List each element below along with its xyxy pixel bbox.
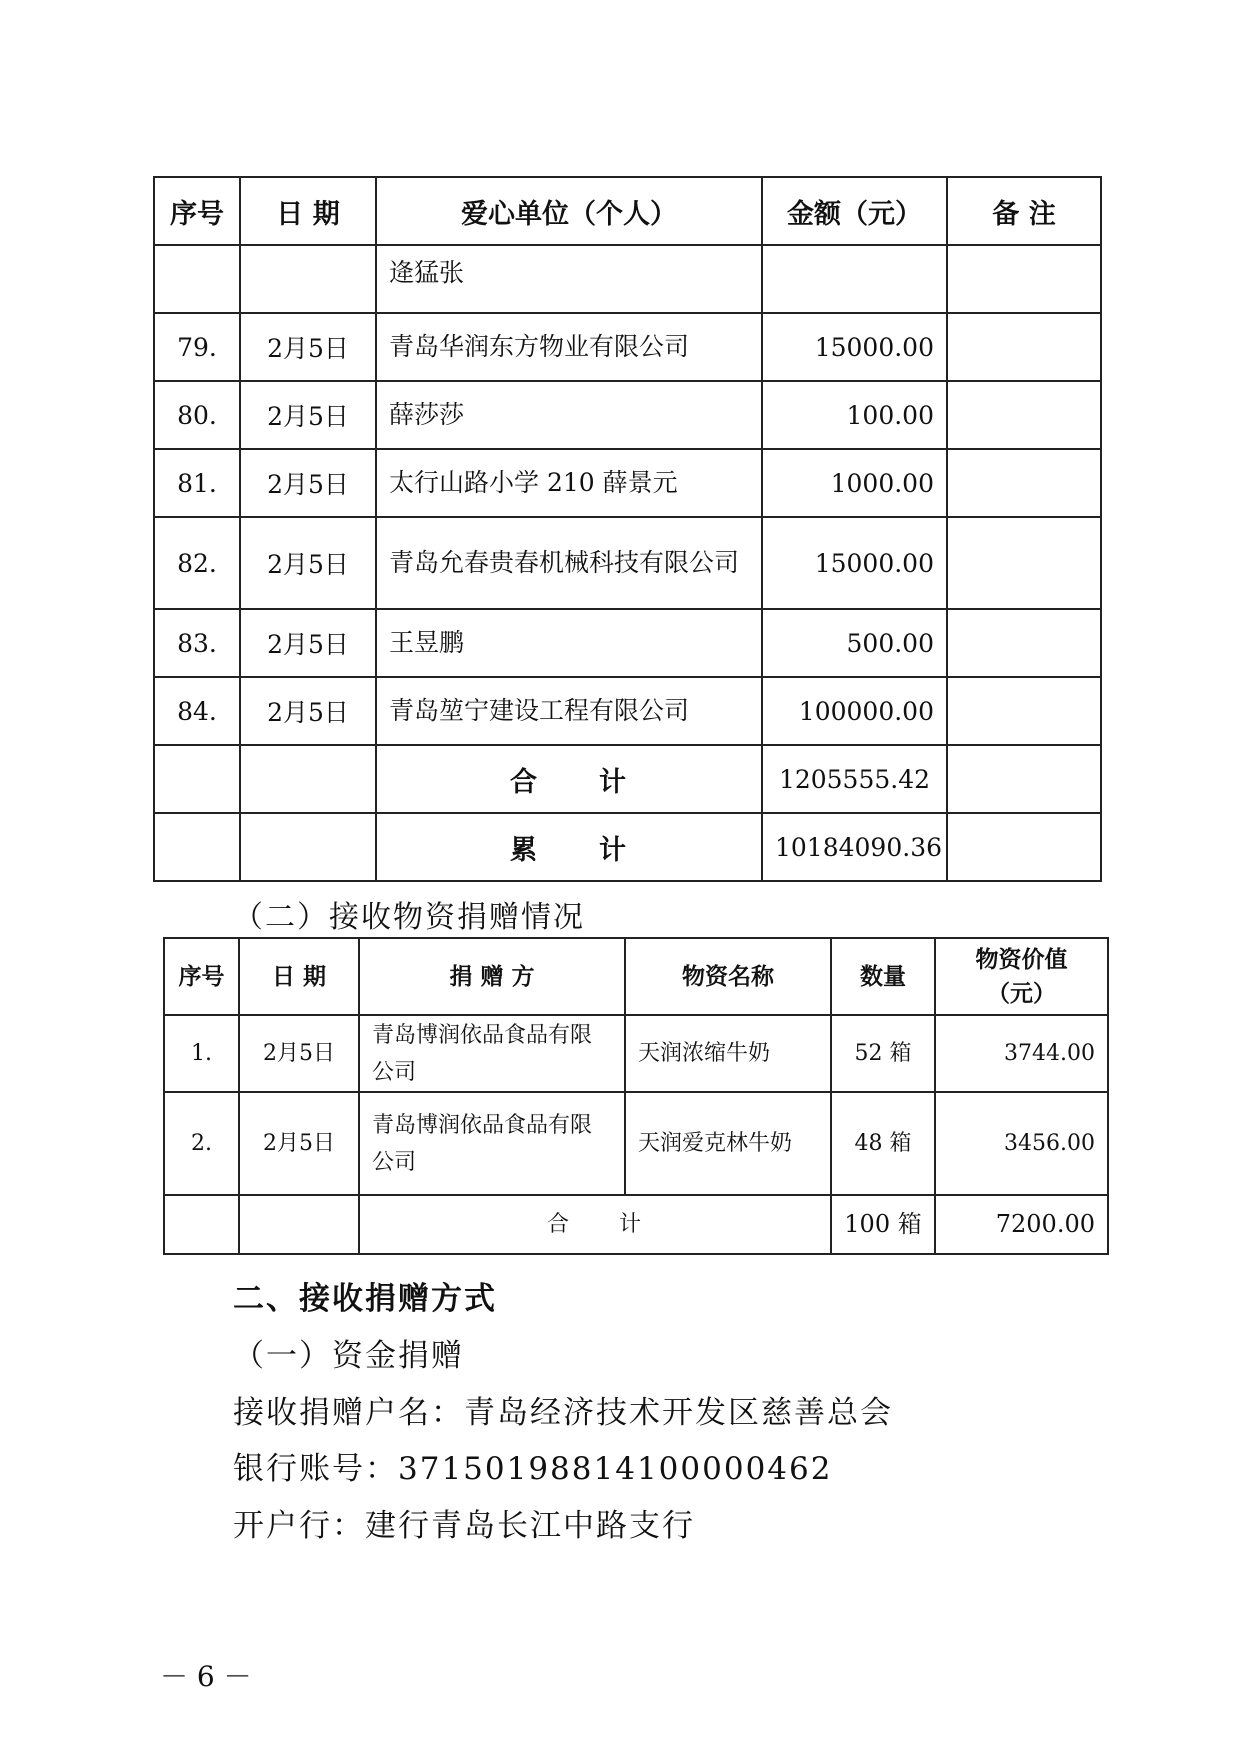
row-donor: 青岛博润依品食品有限公司 bbox=[359, 1092, 625, 1195]
table-row bbox=[154, 381, 1101, 449]
header-note: 备 注 bbox=[947, 177, 1101, 245]
row-date: 2月5日 bbox=[240, 609, 376, 677]
header-value: 物资价值 （元） bbox=[935, 938, 1108, 1015]
section-title: 二、接收捐赠方式 bbox=[233, 1281, 497, 1317]
table-row bbox=[164, 1092, 1108, 1195]
row-seq: 79. bbox=[154, 313, 240, 381]
total-amount: 1205555.42 bbox=[762, 745, 947, 813]
table-row bbox=[164, 1015, 1108, 1092]
header-date: 日 期 bbox=[240, 177, 376, 245]
row-note bbox=[947, 677, 1101, 745]
row-qty: 48 箱 bbox=[831, 1092, 935, 1195]
row-date: 2月5日 bbox=[240, 381, 376, 449]
row-date: 2月5日 bbox=[240, 313, 376, 381]
total-label: 合 计 bbox=[376, 745, 762, 813]
row-donor: 薛莎莎 bbox=[376, 381, 762, 449]
row-item: 天润爱克林牛奶 bbox=[625, 1092, 831, 1195]
empty-cell bbox=[154, 745, 240, 813]
row-amount: 15000.00 bbox=[762, 313, 947, 381]
header-donor: 捐 赠 方 bbox=[359, 938, 625, 1015]
row-amount: 15000.00 bbox=[762, 517, 947, 609]
row-donor: 逄猛张 bbox=[376, 245, 762, 313]
row-date: 2月5日 bbox=[240, 517, 376, 609]
row-note bbox=[947, 449, 1101, 517]
total-value: 7200.00 bbox=[935, 1195, 1108, 1254]
header-item: 物资名称 bbox=[625, 938, 831, 1015]
row-donor: 青岛博润依品食品有限公司 bbox=[359, 1015, 625, 1092]
header-seq: 序号 bbox=[164, 938, 239, 1015]
table-row bbox=[154, 245, 1101, 313]
empty-cell bbox=[154, 813, 240, 881]
total-qty: 100 箱 bbox=[831, 1195, 935, 1254]
row-amount: 100000.00 bbox=[762, 677, 947, 745]
table-header-row bbox=[154, 177, 1101, 245]
row-amount: 100.00 bbox=[762, 381, 947, 449]
row-seq: 1. bbox=[164, 1015, 239, 1092]
row-amount bbox=[762, 245, 947, 313]
material-donation-table bbox=[163, 937, 1109, 1255]
row-date bbox=[240, 245, 376, 313]
row-donor: 青岛堃宁建设工程有限公司 bbox=[376, 677, 762, 745]
table-row bbox=[154, 449, 1101, 517]
header-amount: 金额（元） bbox=[762, 177, 947, 245]
row-amount: 500.00 bbox=[762, 609, 947, 677]
table-row bbox=[154, 677, 1101, 745]
header-donor-unit: 爱心单位（个人） bbox=[376, 177, 762, 245]
table-row bbox=[154, 517, 1101, 609]
row-seq: 84. bbox=[154, 677, 240, 745]
row-date: 2月5日 bbox=[240, 677, 376, 745]
empty-cell bbox=[164, 1195, 239, 1254]
empty-cell bbox=[947, 813, 1101, 881]
empty-cell bbox=[947, 745, 1101, 813]
cumulative-label: 累 计 bbox=[376, 813, 762, 881]
page-number: － 6 － bbox=[160, 1660, 252, 1693]
subsection-title: （一）资金捐赠 bbox=[233, 1338, 464, 1374]
row-item: 天润浓缩牛奶 bbox=[625, 1015, 831, 1092]
row-seq: 81. bbox=[154, 449, 240, 517]
row-note bbox=[947, 517, 1101, 609]
row-donor: 青岛允春贵春机械科技有限公司 bbox=[376, 517, 762, 609]
row-seq bbox=[154, 245, 240, 313]
bank-name: 开户行：建行青岛长江中路支行 bbox=[233, 1508, 695, 1544]
total-label: 合 计 bbox=[359, 1195, 831, 1254]
materials-section-title: （二）接收物资捐赠情况 bbox=[233, 900, 585, 935]
header-seq: 序号 bbox=[154, 177, 240, 245]
row-note bbox=[947, 313, 1101, 381]
row-amount: 1000.00 bbox=[762, 449, 947, 517]
table-row bbox=[154, 313, 1101, 381]
cumulative-amount: 10184090.36 bbox=[762, 813, 947, 881]
empty-cell bbox=[240, 745, 376, 813]
row-date: 2月5日 bbox=[240, 449, 376, 517]
row-date: 2月5日 bbox=[239, 1092, 359, 1195]
row-donor: 青岛华润东方物业有限公司 bbox=[376, 313, 762, 381]
row-donor: 王昱鹏 bbox=[376, 609, 762, 677]
total-row bbox=[164, 1195, 1108, 1254]
header-qty: 数量 bbox=[831, 938, 935, 1015]
row-note bbox=[947, 381, 1101, 449]
empty-cell bbox=[240, 813, 376, 881]
row-seq: 82. bbox=[154, 517, 240, 609]
row-note bbox=[947, 609, 1101, 677]
row-qty: 52 箱 bbox=[831, 1015, 935, 1092]
table-row bbox=[154, 609, 1101, 677]
row-date: 2月5日 bbox=[239, 1015, 359, 1092]
total-row bbox=[154, 745, 1101, 813]
row-note bbox=[947, 245, 1101, 313]
account-name: 接收捐赠户名：青岛经济技术开发区慈善总会 bbox=[233, 1395, 893, 1431]
row-seq: 83. bbox=[154, 609, 240, 677]
row-value: 3744.00 bbox=[935, 1015, 1108, 1092]
row-seq: 2. bbox=[164, 1092, 239, 1195]
empty-cell bbox=[239, 1195, 359, 1254]
row-seq: 80. bbox=[154, 381, 240, 449]
account-number: 银行账号：37150198814100000462 bbox=[233, 1451, 833, 1487]
cash-donation-table bbox=[153, 176, 1102, 882]
cumulative-row bbox=[154, 813, 1101, 881]
header-date: 日 期 bbox=[239, 938, 359, 1015]
table-header-row bbox=[164, 938, 1108, 1015]
row-value: 3456.00 bbox=[935, 1092, 1108, 1195]
row-donor: 太行山路小学 210 薛景元 bbox=[376, 449, 762, 517]
